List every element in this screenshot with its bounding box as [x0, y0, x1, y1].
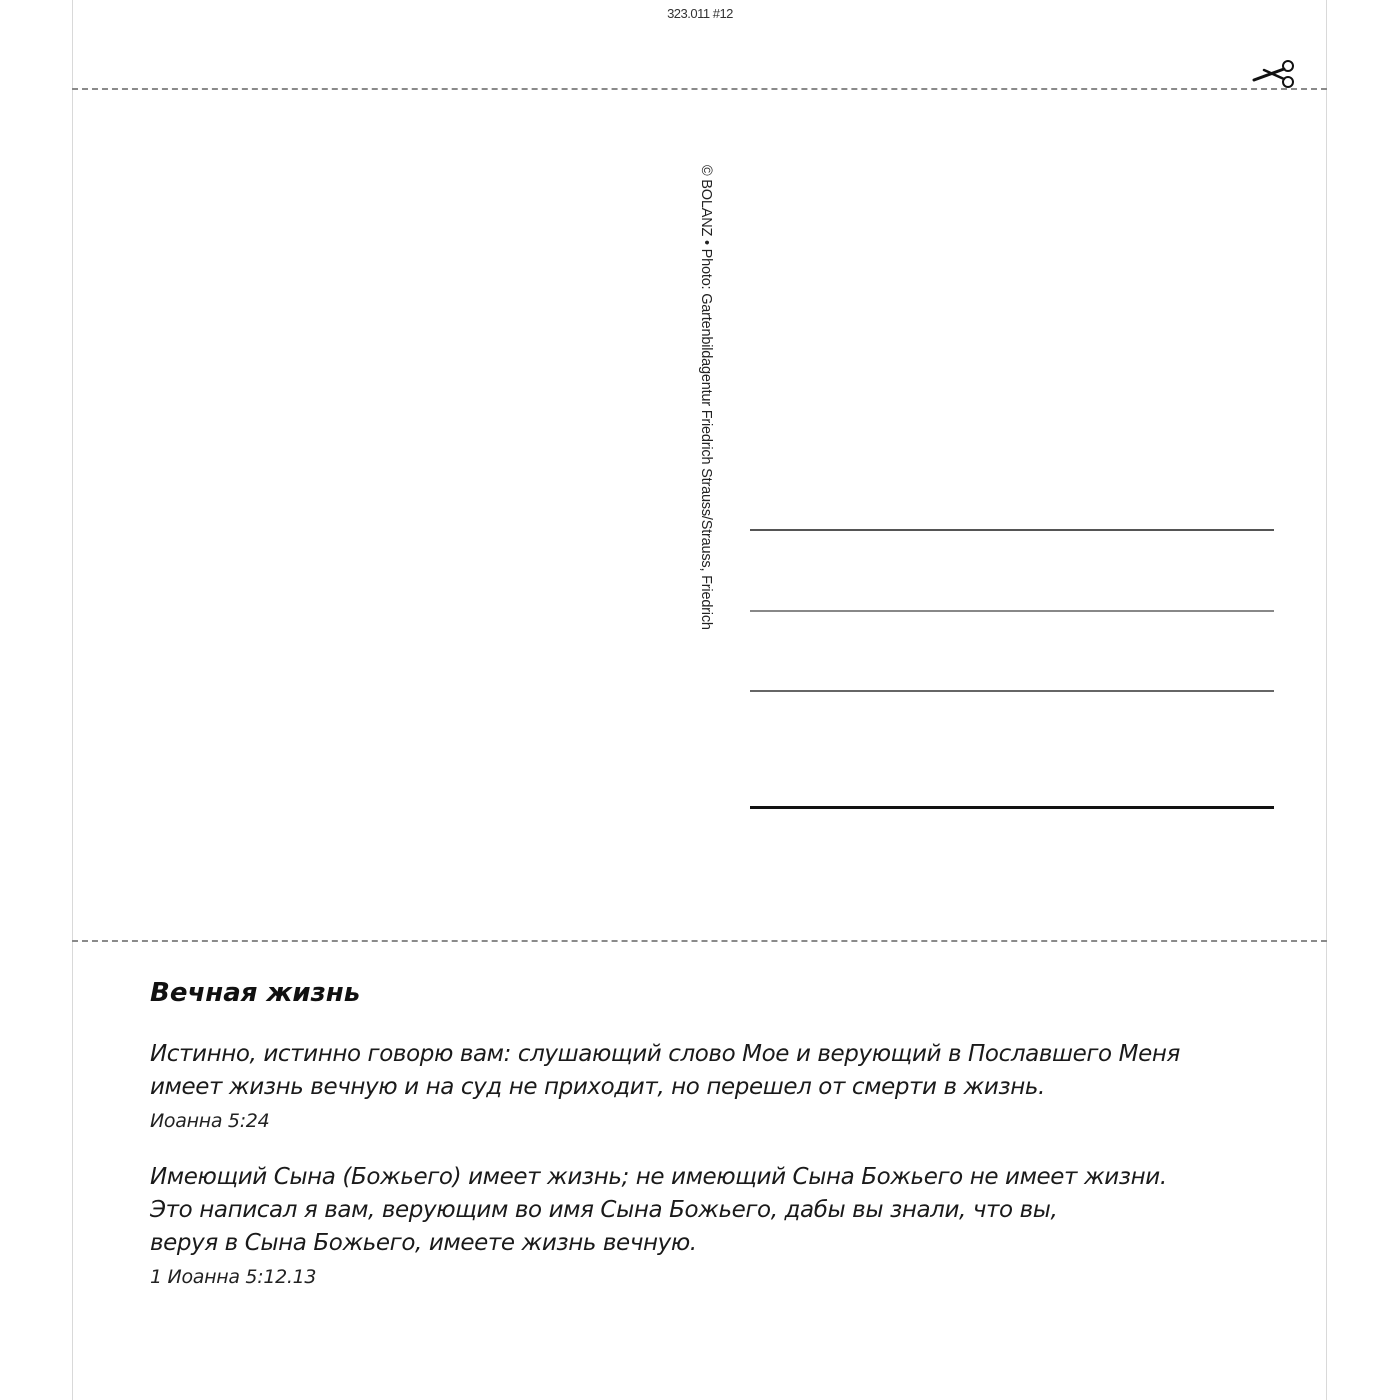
- verse-line: Это написал я вам, верующим во имя Сына Божьего, дабы вы знали, что вы,: [150, 1197, 1058, 1223]
- verse-text: [150, 1038, 1290, 1104]
- verse-reference: 1 Иоанна 5:12.13: [150, 1266, 317, 1288]
- address-line: [750, 806, 1274, 809]
- print-code: 323.011 #12: [667, 6, 733, 21]
- verse-line: веруя в Сына Божьего, имеете жизнь вечную.: [150, 1230, 697, 1256]
- verse-reference: Иоанна 5:24: [150, 1110, 270, 1132]
- address-line: [750, 690, 1274, 692]
- verse-line: Истинно, истинно говорю вам: слушающий слово Мое и верующий в Пославшего Меня: [150, 1041, 1180, 1067]
- cut-line-top: [72, 88, 1327, 90]
- cut-line-bottom: [72, 940, 1327, 942]
- card-title: Вечная жизнь: [150, 978, 361, 1008]
- address-line: [750, 529, 1274, 531]
- verse-line: имеет жизнь вечную и на суд не приходит, но перешел от смерти в жизнь.: [150, 1074, 1045, 1100]
- verse-text: [150, 1161, 1290, 1260]
- photo-credit: © BOLANZ • Photo: Gartenbildagentur Friedrich Strauss/Strauss, Friedrich: [698, 165, 714, 630]
- scissors-icon: [1250, 56, 1300, 92]
- address-line: [750, 610, 1274, 612]
- verse-line: Имеющий Сына (Божьего) имеет жизнь; не имеющий Сына Божьего не имеет жизни.: [150, 1164, 1167, 1190]
